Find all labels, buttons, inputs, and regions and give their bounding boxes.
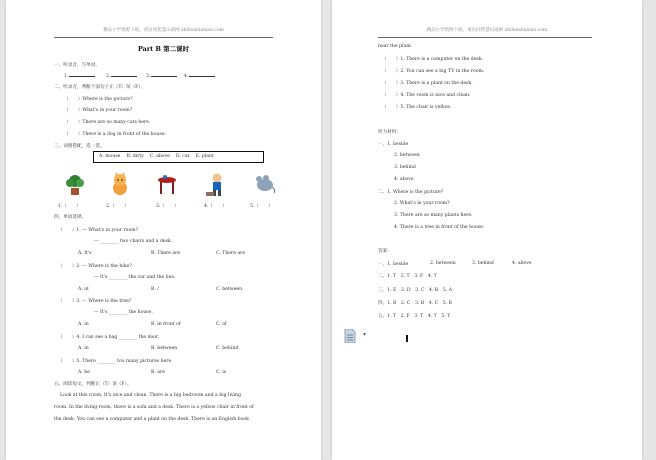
- picture-blank-5: 5.（ ）: [250, 204, 273, 209]
- judge-item: （ ）What's in your room?: [64, 108, 133, 113]
- judge-item: （ ）3. There is a plant on the desk.: [382, 81, 473, 86]
- option: B. There are: [151, 251, 181, 256]
- option: C. There are: [216, 251, 246, 256]
- question-3: （ ）3. — Where is the tree?: [58, 299, 132, 304]
- chevron-down-icon[interactable]: ▾: [363, 331, 367, 338]
- listening-line: 一、1. beside: [378, 142, 409, 147]
- picture-blank-4: 4.（ ）: [204, 204, 227, 209]
- option: C. is: [216, 370, 227, 375]
- option: A. in: [78, 346, 89, 351]
- question-1-answer-line: — ________ two chairs and a desk.: [94, 239, 173, 244]
- passage-line: room. In the living room, there is a sofa and a desk. There is a yellow chair in front of: [54, 405, 254, 410]
- picture-blank-1: 1.（ ）: [58, 204, 81, 209]
- listening-line: 3. There are so many plants here.: [394, 213, 473, 218]
- judge-item: （ ）4. The room is nice and clean.: [382, 93, 471, 98]
- boy-image: [204, 172, 230, 198]
- cat-image: [108, 172, 132, 196]
- option: B. in front of: [151, 322, 181, 327]
- section-2-title: 二、听录音，判断下面句子正（T）误（F）。: [54, 85, 146, 90]
- question-3-answer-line: — It's ________ the house.: [94, 310, 153, 315]
- passage-continuation: near the plant.: [378, 44, 413, 49]
- option: B. are: [151, 370, 165, 375]
- section-4-title: 四、单项选择。: [54, 215, 87, 220]
- answer-line: 四、1. B 2. C 3. B 4. C 5. B: [378, 301, 452, 306]
- judge-item: （ ）Where is the picture?: [64, 97, 133, 102]
- judge-item: （ ）There is a dog in front of the house.: [64, 132, 167, 137]
- option: A. It's: [78, 251, 92, 256]
- question-1: （ ）1. — What's in your room?: [58, 228, 139, 233]
- header-divider: [378, 37, 592, 38]
- passage-line: the desk. You can see a computer and a plant on the desk. There is an English book: [54, 417, 249, 422]
- document-page-2: [332, 0, 642, 460]
- document-page-1: [6, 0, 321, 460]
- answer-line: 三、1. E 2. D 3. C 4. B 5. A: [378, 288, 453, 293]
- judge-item: （ ）2. You can see a big TV in the room.: [382, 69, 485, 74]
- section-3-title: 三、词图搭配，选一选。: [54, 144, 105, 149]
- blank-3: 3.: [146, 73, 177, 79]
- option: C. behind: [216, 346, 239, 351]
- listening-line: 3. behind: [394, 165, 416, 170]
- listening-line: 4. above: [394, 177, 414, 182]
- listening-title: 听力材料：: [378, 130, 401, 135]
- blank-4: 4.: [184, 73, 215, 79]
- section-1-title: 一、听录音，写单词。: [54, 63, 100, 68]
- question-4: （ ）4. I can see a bag ________ the door.: [58, 335, 160, 340]
- option: C. of: [216, 322, 227, 327]
- page-title: Part B 第二课时: [137, 45, 190, 53]
- option: B. between: [151, 346, 178, 351]
- section-5-title: 五、阅读短文，判断正（T）误（F）。: [54, 382, 132, 387]
- blank-1: 1.: [64, 73, 95, 79]
- question-5: （ ）5. There ________ too many pictures here.: [58, 359, 173, 364]
- table-image: [156, 172, 178, 196]
- listening-line: 2. What's in your room?: [394, 201, 450, 206]
- page-header: 精品小学资源下载，请访问智慧山闹网 zhihuishanian.com: [103, 28, 224, 33]
- answer-line: 4. above: [512, 261, 532, 266]
- text-cursor: [406, 335, 408, 342]
- answer-line: 3. behind: [472, 261, 494, 266]
- judge-item: （ ）There are so many cats here.: [64, 120, 151, 125]
- picture-blank-3: 3.（ ）: [156, 204, 179, 209]
- answers-title: 答案：: [378, 249, 392, 254]
- judge-item: （ ）1. There is a computer on the desk.: [382, 57, 484, 62]
- mouse-image: [252, 172, 276, 194]
- word-options-box: A. mouse B. dirty C. above D. cat E. plant: [93, 151, 264, 163]
- answer-line: 五、1. T 2. F 3. T 4. T 5. T: [378, 314, 451, 319]
- option: C. between: [216, 287, 243, 292]
- option: A. in: [78, 322, 89, 327]
- option: A. be: [78, 370, 90, 375]
- passage-line: Look at this room. It's nice and clean. There is a big bedroom and a big living: [60, 393, 241, 398]
- listening-line: 二、1. Where is the picture?: [378, 190, 444, 195]
- picture-blank-2: 2.（ ）: [106, 204, 129, 209]
- option: B. /: [151, 287, 159, 292]
- blank-2: 2.: [106, 73, 137, 79]
- answer-line: 二、1. T 2. T 3. F 4. T: [378, 274, 437, 279]
- answer-line: 2. between: [430, 261, 456, 266]
- plant-image: [64, 172, 86, 196]
- header-divider: [54, 37, 273, 38]
- page-header: 精品小学资源下载，请访问智慧山闹网 zhihuishanian.com: [426, 28, 548, 33]
- question-2: （ ）2. — Where is the bike?: [58, 264, 132, 269]
- judge-item: （ ）5. The chair is yellow.: [382, 105, 451, 110]
- listening-line: 2. between: [394, 153, 420, 158]
- listening-line: 4. There is a tree in front of the house.: [394, 225, 485, 230]
- question-2-answer-line: — It's ________ the car and the bus.: [94, 275, 176, 280]
- document-icon[interactable]: [344, 329, 356, 343]
- option: A. at: [78, 287, 89, 292]
- answer-line: 一、1. beside: [378, 262, 409, 267]
